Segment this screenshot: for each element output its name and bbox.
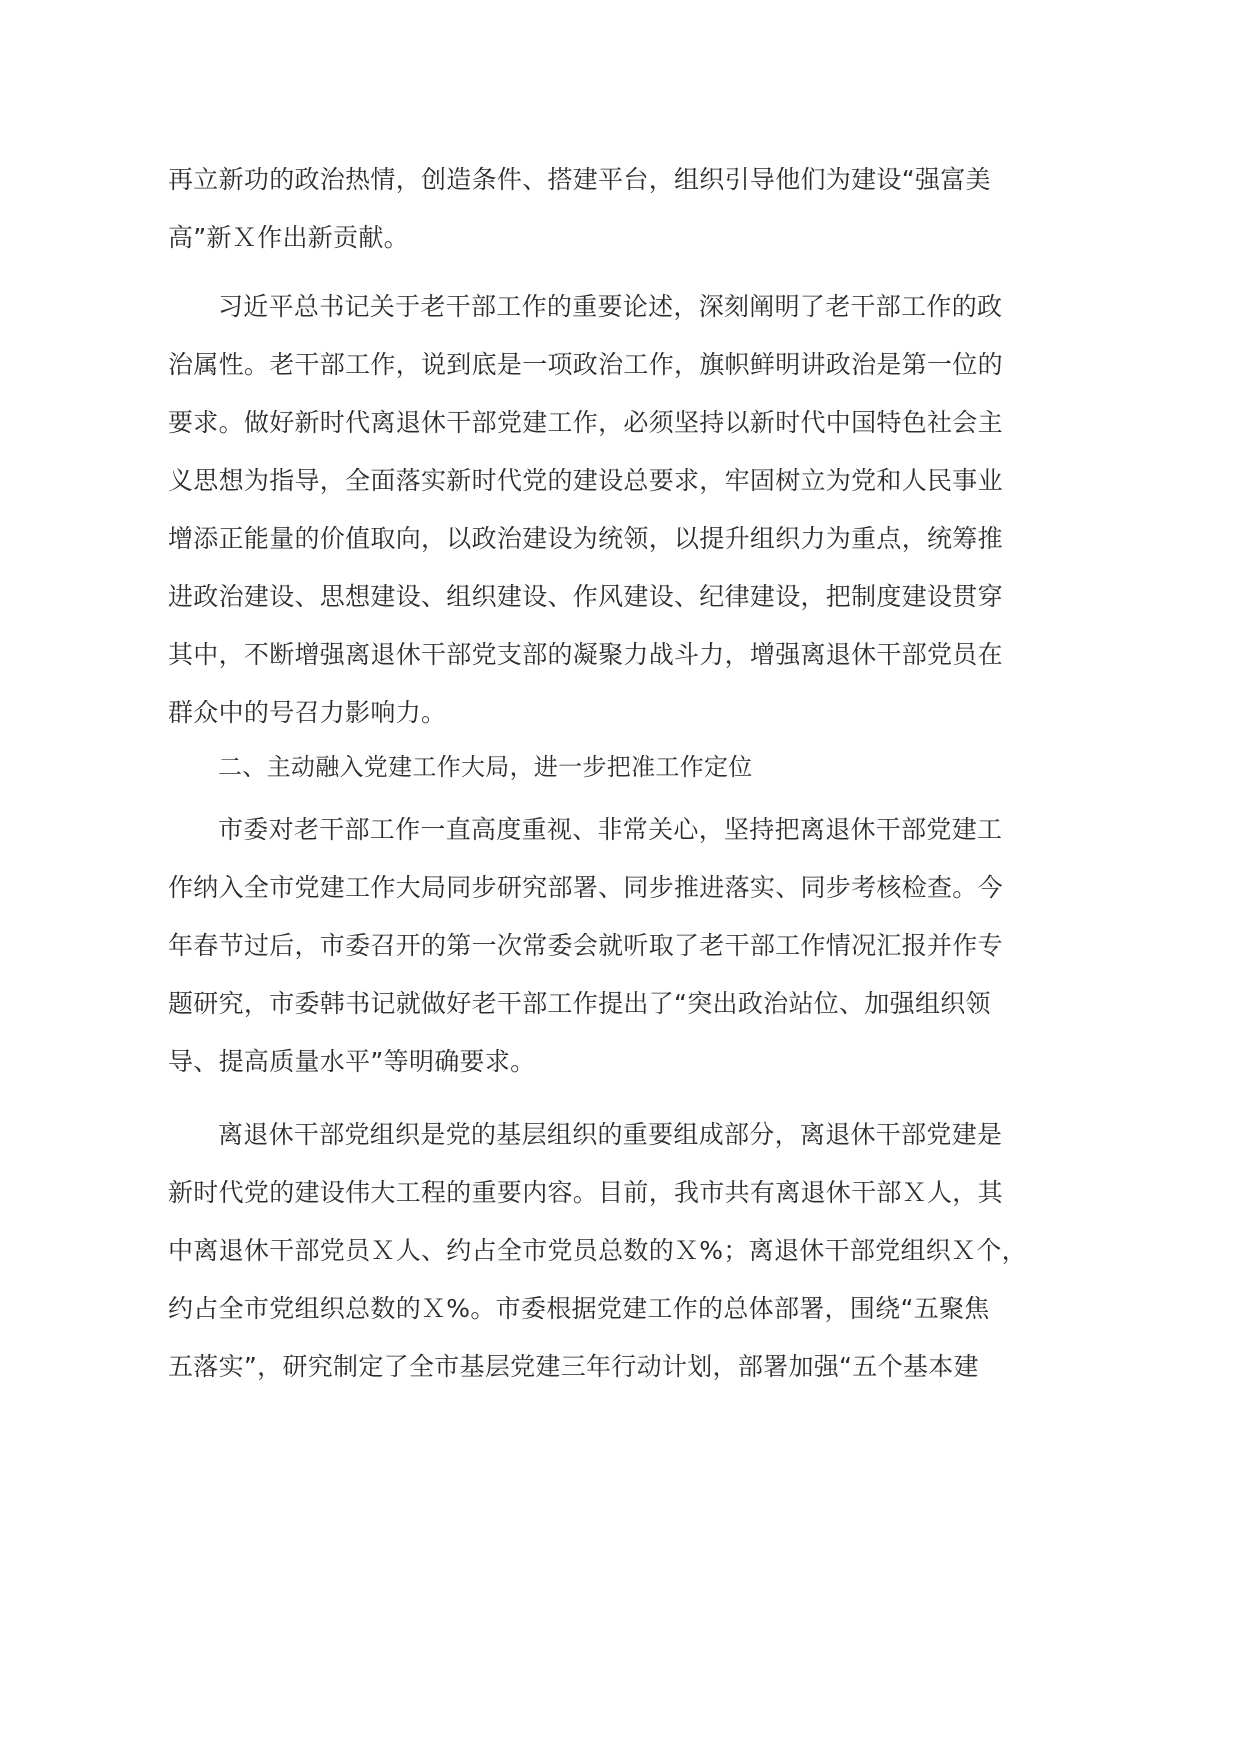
text-line: 要求。做好新时代离退休干部党建工作，必须坚持以新时代中国特色社会主 [168,408,1003,437]
text-line: 题研究，市委韩书记就做好老干部工作提出了“突出政治站位、加强组织领 [168,989,991,1018]
paragraph-first-line: 市委对老干部工作一直高度重视、非常关心，坚持把离退休干部党建工 [218,815,1003,844]
paragraph-first-line: 离退休干部党组织是党的基层组织的重要组成部分，离退休干部党建是 [218,1120,1003,1149]
text-line: 约占全市党组织总数的Ｘ%。市委根据党建工作的总体部署，围绕“五聚焦 [168,1294,990,1323]
text-line: 治属性。老干部工作，说到底是一项政治工作，旗帜鲜明讲政治是第一位的 [168,350,1003,379]
text-line: 导、提高质量水平”等明确要求。 [168,1047,536,1076]
text-line: 高”新Ｘ作出新贡献。 [168,223,409,252]
section-heading: 二、主动融入党建工作大局，进一步把准工作定位 [218,753,753,781]
text-line: 进政治建设、思想建设、组织建设、作风建设、纪律建设，把制度建设贯穿 [168,582,1003,611]
paragraph-first-line: 习近平总书记关于老干部工作的重要论述，深刻阐明了老干部工作的政 [218,292,1003,321]
text-line: 新时代党的建设伟大工程的重要内容。目前，我市共有离退休干部Ｘ人，其 [168,1178,1003,1207]
text-line: 五落实”，研究制定了全市基层党建三年行动计划，部署加强“五个基本建 [168,1352,979,1381]
text-line: 年春节过后，市委召开的第一次常委会就听取了老干部工作情况汇报并作专 [168,931,1003,960]
text-line: 增添正能量的价值取向，以政治建设为统领，以提升组织力为重点，统筹推 [168,524,1003,553]
text-line: 中离退休干部党员Ｘ人、约占全市党员总数的Ｘ%；离退休干部党组织Ｘ个， [168,1236,1027,1265]
text-line: 作纳入全市党建工作大局同步研究部署、同步推进落实、同步考核检查。今 [168,873,1003,902]
text-line: 其中，不断增强离退休干部党支部的凝聚力战斗力，增强离退休干部党员在 [168,640,1003,669]
text-line: 群众中的号召力影响力。 [168,698,447,727]
text-line: 义思想为指导，全面落实新时代党的建设总要求，牢固树立为党和人民事业 [168,466,1003,495]
text-line: 再立新功的政治热情，创造条件、搭建平台，组织引导他们为建设“强富美 [168,165,991,194]
